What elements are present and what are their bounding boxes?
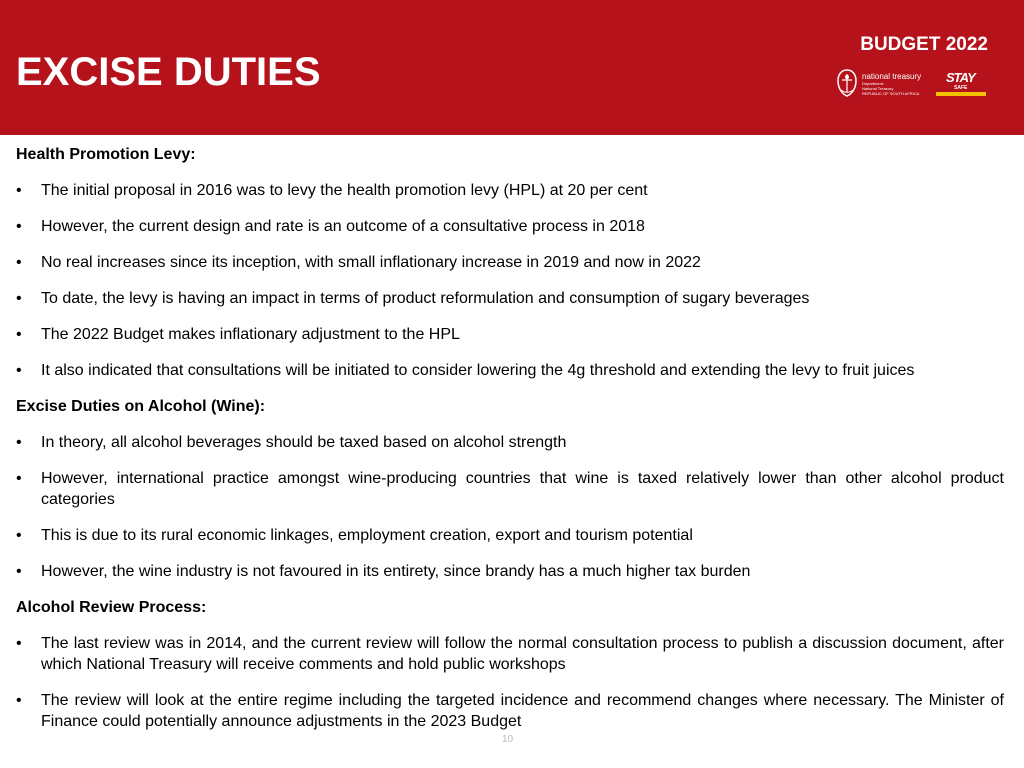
header-banner: [0, 0, 1024, 135]
bullet-list: [16, 633, 1004, 732]
list-item: • This is due to its rural economic linkages, employment creation, export and tourism potential: [16, 525, 1004, 546]
budget-title: BUDGET 2022: [860, 34, 988, 55]
budget-branding: [836, 34, 988, 104]
section-alcohol-review-process: [16, 597, 1004, 732]
list-item: • The last review was in 2014, and the current review will follow the normal consultation process to publish a discussion document, after which National Treasury will receive comments and hold public workshops: [16, 633, 1004, 675]
stay-safe-logo: [936, 70, 986, 98]
treasury-sub-3: REPUBLIC OF SOUTH AFRICA: [862, 91, 920, 96]
list-item: • However, international practice amongst wine-producing countries that wine is taxed relatively lower than other alcohol product categories: [16, 468, 1004, 510]
list-item: • However, the current design and rate is an outcome of a consultative process in 2018: [16, 216, 1004, 237]
slide-content: [16, 144, 1004, 747]
list-item: • The initial proposal in 2016 was to levy the health promotion levy (HPL) at 20 per cent: [16, 180, 1004, 201]
section-heading: Excise Duties on Alcohol (Wine):: [16, 398, 266, 415]
list-item: • To date, the levy is having an impact in terms of product reformulation and consumption of sugary beverages: [16, 288, 1004, 309]
list-item: • However, the wine industry is not favoured in its entirety, since brandy has a much higher tax burden: [16, 561, 1004, 582]
list-item: • In theory, all alcohol beverages should be taxed based on alcohol strength: [16, 432, 1004, 453]
treasury-sub-2: National Treasury: [862, 86, 894, 91]
section-heading: Health Promotion Levy:: [16, 146, 196, 163]
coat-of-arms-icon: [836, 68, 858, 98]
bullet-list: [16, 180, 1004, 381]
stay-label: STAY: [946, 70, 975, 85]
list-item: • The 2022 Budget makes inflationary adjustment to the HPL: [16, 324, 1004, 345]
section-heading: Alcohol Review Process:: [16, 599, 207, 616]
stay-safe-bar: [936, 92, 986, 96]
treasury-logo-text: [862, 72, 921, 96]
list-item: • It also indicated that consultations will be initiated to consider lowering the 4g threshold and extending the levy to fruit juices: [16, 360, 1004, 381]
section-health-promotion-levy: [16, 144, 1004, 381]
section-excise-alcohol-wine: [16, 396, 1004, 582]
page-title: EXCISE DUTIES: [16, 50, 321, 94]
bullet-list: [16, 432, 1004, 582]
page-number: 10: [502, 734, 514, 745]
treasury-name: national treasury: [862, 72, 922, 81]
safe-label: SAFE: [954, 85, 968, 91]
list-item: • The review will look at the entire regime including the targeted incidence and recommend changes where necessary. The Minister of Finance could potentially announce adjustments in the 2023 Budget: [16, 690, 1004, 732]
list-item: • No real increases since its inception, with small inflationary increase in 2019 and now in 2022: [16, 252, 1004, 273]
treasury-sub-1: Department:: [862, 81, 885, 86]
